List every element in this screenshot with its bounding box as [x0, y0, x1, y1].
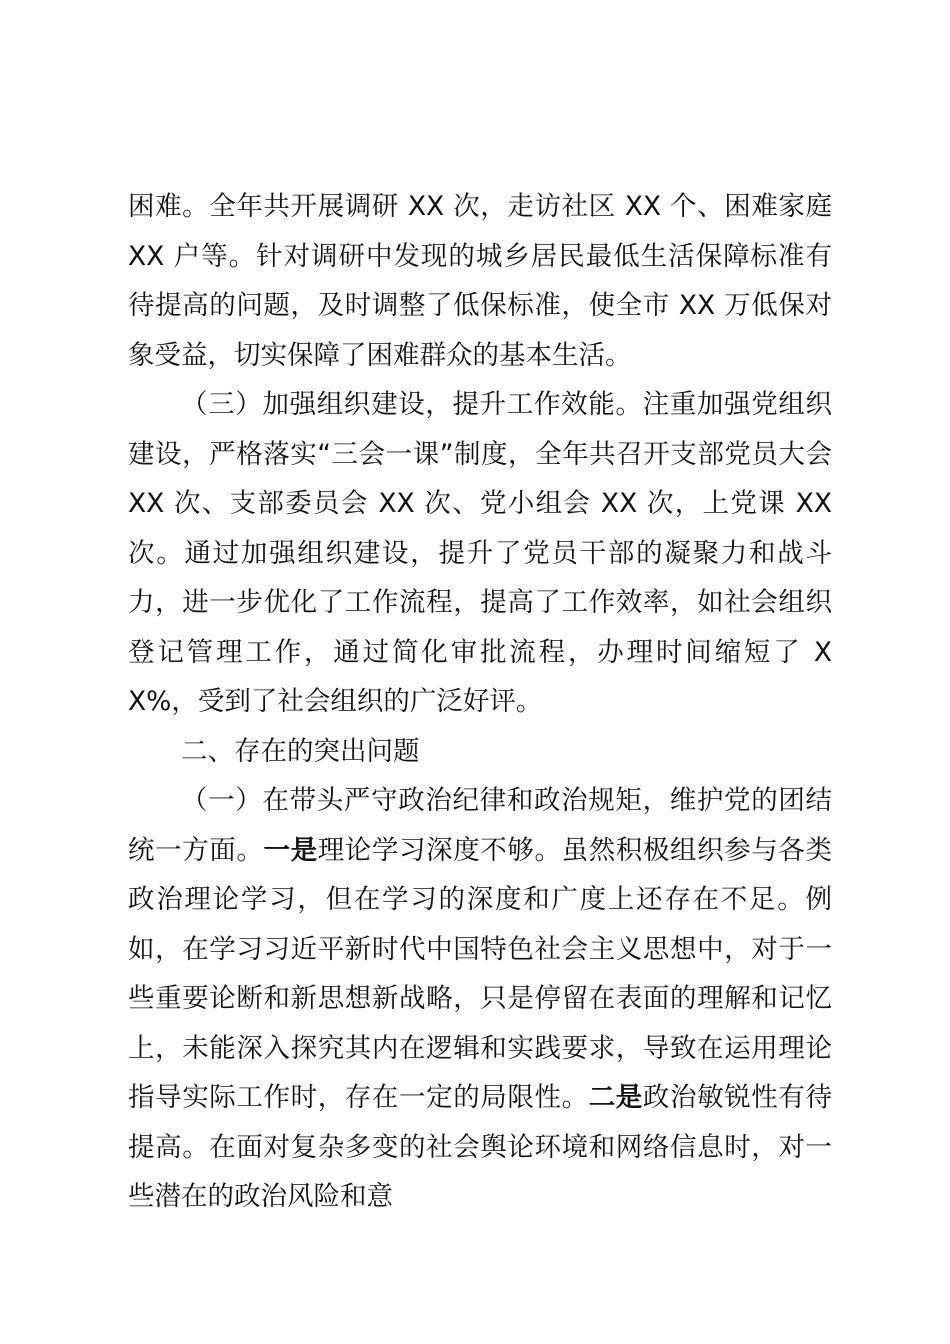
paragraph-text: 政治敏锐性有待提高。在面对复杂多变的社会舆论环境和网络信息时，对一些潜在的政治风险和意	[128, 1082, 833, 1212]
paragraph-1	[128, 182, 832, 380]
paragraph-text: （三）加强组织建设，提升工作效能。注重加强党组织建设，严格落实“三会一课”制度，全年共召开支部党员大会 XX 次、支部委员会 XX 次、党小组会 XX 次，上党课 XX 次。通过加强组织建设，提升了党员干部的凝聚力和战斗力，进一步优化了工作流程，提高了工作效率，如社会组织登记管理工作，通过简化审批流程，办理时间缩短了 XX%，受到了社会组织的广泛好评。	[128, 389, 832, 717]
section-heading-text: 二、存在的突出问题	[181, 735, 420, 767]
paragraph-text: 理论学习深度不够。虽然积极组织参与各类政治理论学习，但在学习的深度和广度上还存在不足。例如，在学习习近平新时代中国特色社会主义思想中，对于一些重要论断和新思想新战略，只是停留在表面的理解和记忆上，未能深入探究其内在逻辑和实践要求，导致在运用理论指导实际工作时，存在一定的局限性。	[128, 834, 833, 1113]
paragraph-2	[128, 380, 832, 727]
section-heading	[128, 727, 832, 777]
paragraph-text: （一）在带头严守政治纪律和政治规矩，维护党的团结统一方面。	[128, 785, 832, 866]
paragraph-text: 困难。全年共开展调研 XX 次，走访社区 XX 个、困难家庭 XX 户等。针对调研中发现的城乡居民最低生活保障标准有待提高的问题，及时调整了低保标准，使全市 XX 万低保对象受益，切实保障了困难群众的基本生活。	[128, 191, 832, 371]
bold-marker: 二是	[588, 1082, 643, 1113]
paragraph-4	[128, 776, 832, 1222]
document-body	[128, 182, 832, 1222]
bold-marker: 一是	[263, 834, 318, 866]
